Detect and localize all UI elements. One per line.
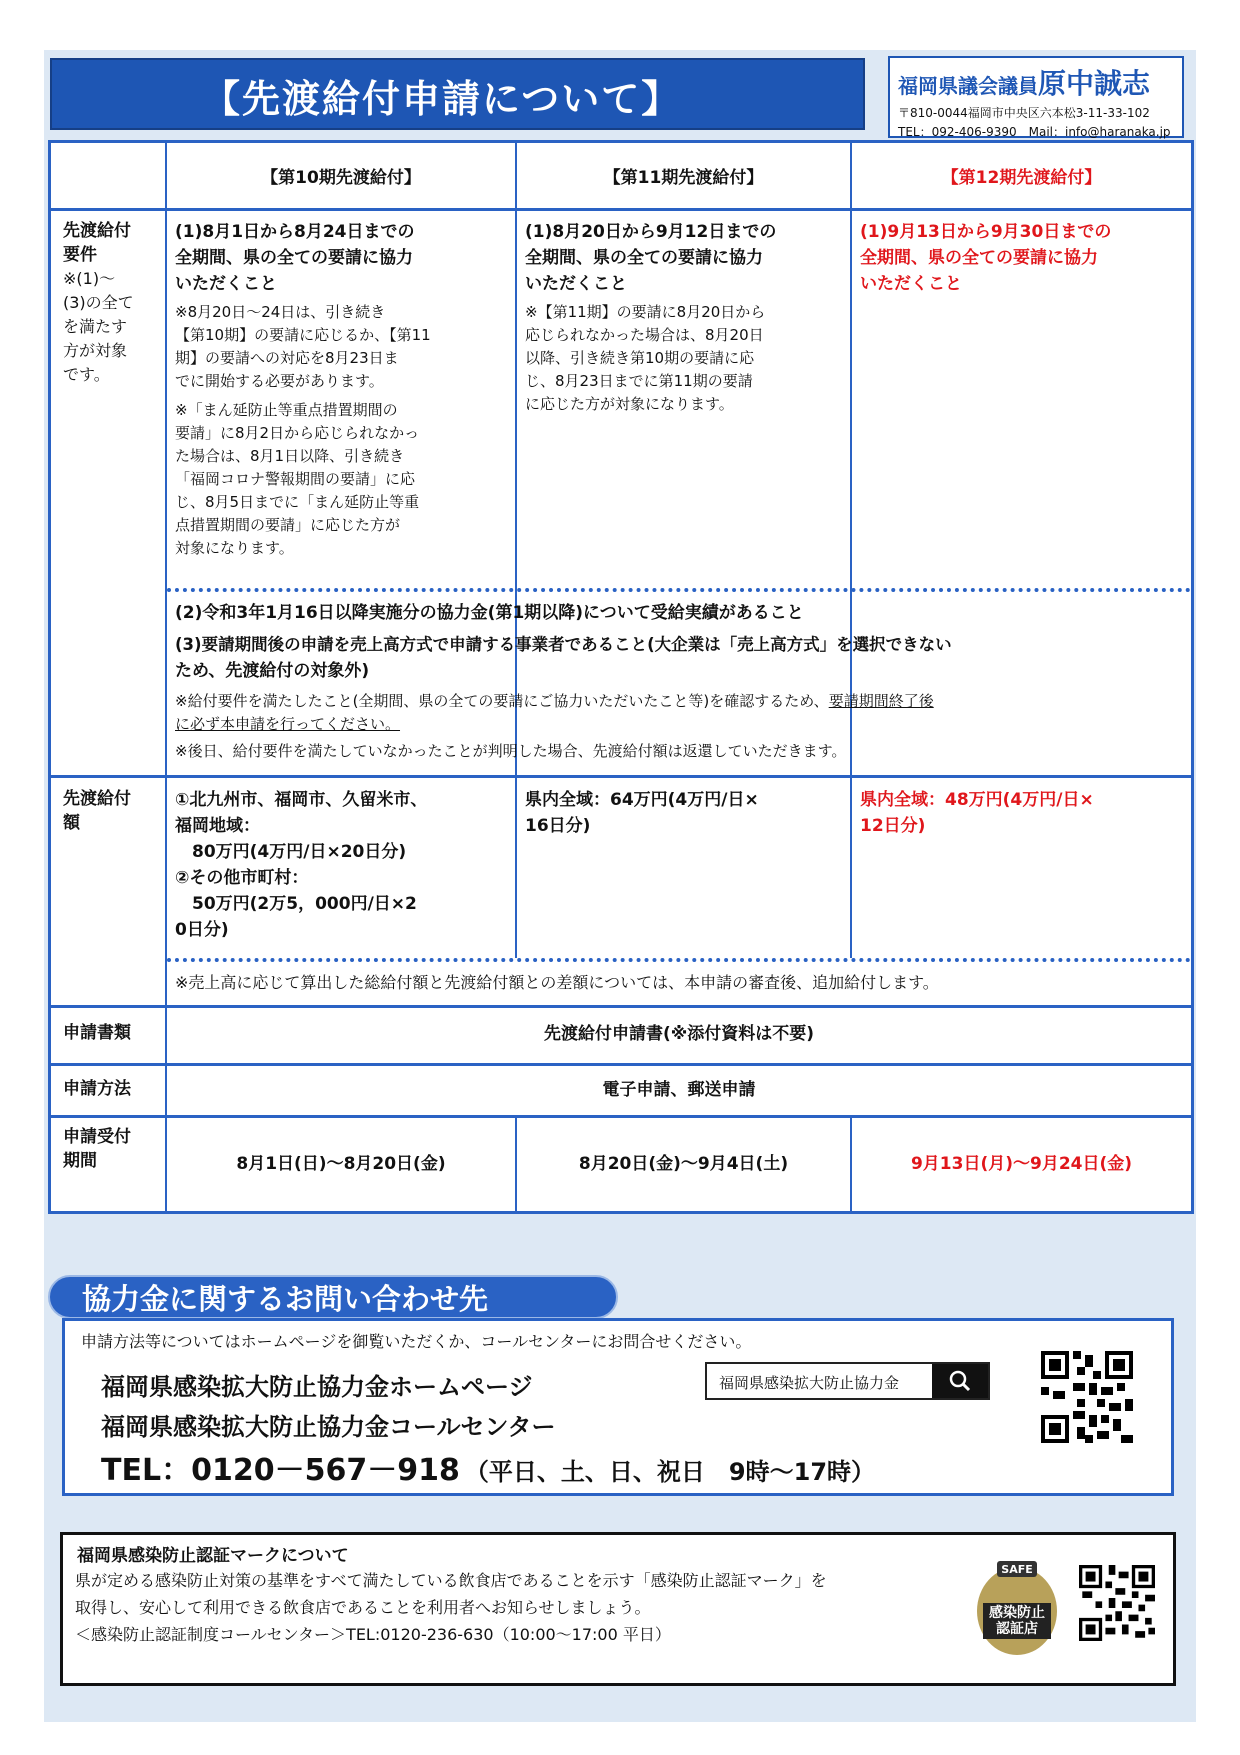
method-label: 申請方法 bbox=[63, 1079, 131, 1099]
req-label-sub-3: を満たす bbox=[63, 317, 128, 336]
req-11-main-3: いただくこと bbox=[525, 274, 627, 294]
req-10-note1-3: 期】の要請への対応を8月23日ま bbox=[175, 349, 399, 367]
amount-label-2: 額 bbox=[63, 813, 80, 833]
page-title: 【先渡給付申請について】 bbox=[202, 77, 682, 121]
req-10-note2-5: じ、8月5日までに「まん延防止等重 bbox=[175, 493, 420, 511]
note-a-text: ※給付要件を満たしたこと(全期間、県の全ての要請にご協力いただいたこと等)を確認するため、 bbox=[175, 692, 829, 710]
callcenter-label: 福岡県感染拡大防止協力金コールセンター bbox=[101, 1413, 556, 1441]
req-label-line-1: 先渡給付 bbox=[63, 221, 131, 241]
cert-line-1: 県が定める感染防止対策の基準をすべて満たしている飲食店であることを示す「感染防止認証マーク」を bbox=[75, 1571, 827, 1590]
period-10: 8月1日(日)～8月20日(金) bbox=[236, 1154, 446, 1174]
req-label-sub-1: ※(1)～ bbox=[63, 269, 116, 288]
req-11-note-2: 応じられなかった場合は、8月20日 bbox=[525, 326, 764, 344]
documents-label: 申請書類 bbox=[63, 1023, 131, 1043]
req-11-note-4: じ、8月23日までに第11期の要請 bbox=[525, 372, 753, 390]
req-10-main-2: 全期間、県の全ての要請に協力 bbox=[175, 248, 413, 268]
note-a-underline-1: 要請期間終了後 bbox=[828, 692, 934, 710]
period-label-1: 申請受付 bbox=[63, 1127, 131, 1147]
amount-10-line-3: 80万円(4万円/日×20日分) bbox=[175, 842, 407, 862]
period-12: 9月13日(月)～9月24日(金) bbox=[910, 1154, 1133, 1174]
column-header-12: 【第12期先渡給付】 bbox=[941, 168, 1102, 188]
cert-title: 福岡県感染防止認証マークについて bbox=[77, 1546, 349, 1566]
req-common-cell bbox=[175, 600, 1187, 763]
period-label-2: 期間 bbox=[63, 1151, 97, 1171]
req-10-note2-3: た場合は、8月1日以降、引き続き bbox=[175, 447, 405, 465]
req-12-cell bbox=[860, 219, 1188, 297]
req-10-note2-2: 要請」に8月2日から応じられなかっ bbox=[175, 424, 420, 442]
req-11-cell bbox=[525, 219, 847, 416]
req-10-note2-1: ※「まん延防止等重点措置期間の bbox=[175, 401, 398, 419]
badge-top-text: SAFE bbox=[1001, 1563, 1033, 1576]
req-10-main-1: (1)8月1日から8月24日までの bbox=[175, 222, 415, 242]
req-10-note1-2: 【第10期】の要請に応じるか、【第11 bbox=[175, 326, 431, 344]
req-10-note1-4: でに開始する必要があります。 bbox=[175, 372, 384, 390]
note-a-underline-2: に必ず本申請を行ってください。 bbox=[175, 715, 401, 733]
note-b-text: ※後日、給付要件を満たしていなかったことが判明した場合、先渡給付額は返還していただきます。 bbox=[175, 742, 847, 760]
req-10-note2-7: 対象になります。 bbox=[175, 539, 294, 557]
member-name-main: 原中誠志 bbox=[1038, 67, 1151, 100]
homepage-qr-code-icon bbox=[1041, 1351, 1133, 1443]
amount-10-line-4: ②その他市町村： bbox=[175, 868, 309, 888]
badge-main-text bbox=[975, 1605, 1059, 1637]
cert-qr-code-icon bbox=[1079, 1565, 1155, 1641]
req-3-text-b: ため、先渡給付の対象外) bbox=[175, 661, 370, 681]
req-10-main-3: いただくこと bbox=[175, 274, 277, 294]
amount-11-line-2: 16日分) bbox=[525, 816, 591, 836]
search-button[interactable] bbox=[932, 1364, 988, 1398]
note-a bbox=[175, 690, 1187, 713]
member-info-box bbox=[888, 56, 1184, 138]
req-12-main-1: (1)9月13日から9月30日までの bbox=[860, 222, 1112, 242]
member-name bbox=[898, 62, 1174, 102]
amount-12-line-2: 12日分) bbox=[860, 816, 926, 836]
amount-11-cell bbox=[525, 787, 847, 839]
amount-12-cell bbox=[860, 787, 1188, 839]
amount-10-line-5: 50万円(2万5，000円/日×2 bbox=[175, 894, 417, 914]
contact-tel-line bbox=[101, 1445, 875, 1489]
req-11-note-3: 以降、引き続き第10期の要請に応 bbox=[525, 349, 755, 367]
column-header-10: 【第10期先渡給付】 bbox=[261, 168, 421, 188]
member-contact: TEL：092-406-9390 Mail：info@haranaka.jp bbox=[898, 125, 1171, 139]
req-label-sub-4: 方が対象 bbox=[63, 341, 128, 360]
safe-certification-badge-icon bbox=[975, 1553, 1059, 1663]
certification-box bbox=[60, 1532, 1176, 1686]
amount-12-line-1: 県内全域：48万円(4万円/日× bbox=[860, 790, 1094, 810]
req-label-line-2: 要件 bbox=[63, 245, 97, 265]
period-label bbox=[63, 1125, 163, 1173]
req-2-text: (2)令和3年1月16日以降実施分の協力金(第1期以降)について受給実績があること bbox=[175, 603, 804, 623]
method-value: 電子申請、郵送申請 bbox=[602, 1080, 756, 1100]
contact-box bbox=[62, 1318, 1174, 1496]
req-12-main-2: 全期間、県の全ての要請に協力 bbox=[860, 248, 1098, 268]
amount-label bbox=[63, 787, 163, 835]
cert-line-2: 取得し、安心して利用できる飲食店であることを利用者へお知らせしましょう。 bbox=[75, 1598, 651, 1617]
requirements-label bbox=[63, 219, 163, 387]
homepage-search-box[interactable] bbox=[705, 1362, 990, 1400]
benefit-table bbox=[48, 140, 1194, 1214]
req-11-note-5: に応じた方が対象になります。 bbox=[525, 395, 734, 413]
req-10-cell bbox=[175, 219, 511, 560]
badge-main-1: 感染防止 bbox=[989, 1605, 1045, 1621]
req-label-sub-5: です。 bbox=[63, 365, 110, 384]
contact-heading: 協力金に関するお問い合わせ先 bbox=[48, 1275, 618, 1319]
period-11: 8月20日(金)～9月4日(土) bbox=[578, 1154, 789, 1174]
contact-tel: TEL：0120－567－918 bbox=[101, 1453, 460, 1488]
amount-label-1: 先渡給付 bbox=[63, 789, 131, 809]
search-icon bbox=[932, 1364, 988, 1398]
column-header-11: 【第11期先渡給付】 bbox=[603, 168, 764, 188]
homepage-label: 福岡県感染拡大防止協力金ホームページ bbox=[101, 1373, 533, 1401]
contact-intro: 申請方法等についてはホームページを御覧いただくか、コールセンターにお問合せください。 bbox=[81, 1332, 752, 1351]
req-12-main-3: いただくこと bbox=[860, 274, 962, 294]
cert-line-3: ＜感染防止認証制度コールセンター＞TEL:0120-236-630（10:00～17:00 平日） bbox=[75, 1625, 671, 1644]
req-11-main-1: (1)8月20日から9月12日までの bbox=[525, 222, 777, 242]
documents-value: 先渡給付申請書(※添付資料は不要) bbox=[543, 1024, 815, 1044]
req-10-note2-4: 「福岡コロナ警報期間の要請」に応 bbox=[175, 470, 416, 488]
req-11-note-1: ※【第11期】の要請に8月20日から bbox=[525, 303, 766, 321]
req-10-note2-6: 点措置期間の要請」に応じた方が bbox=[175, 516, 401, 534]
req-label-sub-2: (3)の全て bbox=[63, 293, 134, 312]
amount-note: ※売上高に応じて算出した総給付額と先渡給付額との差額については、本申請の審査後、追加給付します。 bbox=[175, 973, 939, 992]
badge-main-2: 認証店 bbox=[996, 1621, 1038, 1637]
amount-10-line-6: 0日分) bbox=[175, 920, 229, 940]
req-11-main-2: 全期間、県の全ての要請に協力 bbox=[525, 248, 763, 268]
req-3-text-a: (3)要請期間後の申請を売上高方式で申請する事業者であること(大企業は「売上高方式」を選択できない bbox=[175, 635, 952, 654]
amount-10-line-2: 福岡地域： bbox=[175, 816, 260, 836]
cert-text bbox=[75, 1567, 827, 1648]
amount-10-line-1: ①北九州市、福岡市、久留米市、 bbox=[175, 790, 428, 810]
page-header bbox=[50, 58, 865, 130]
contact-hours: （平日、土、日、祝日 9時～17時） bbox=[464, 1458, 876, 1486]
amount-11-line-1: 県内全域：64万円(4万円/日× bbox=[525, 790, 759, 810]
search-input-text: 福岡県感染拡大防止協力金 bbox=[719, 1374, 900, 1392]
member-address: 〒810-0044福岡市中央区六本松3-11-33-102 bbox=[898, 106, 1150, 120]
amount-10-cell bbox=[175, 787, 511, 943]
member-prefix: 福岡県議会議員 bbox=[898, 74, 1038, 98]
req-10-note1-1: ※8月20日～24日は、引き続き bbox=[175, 303, 386, 321]
